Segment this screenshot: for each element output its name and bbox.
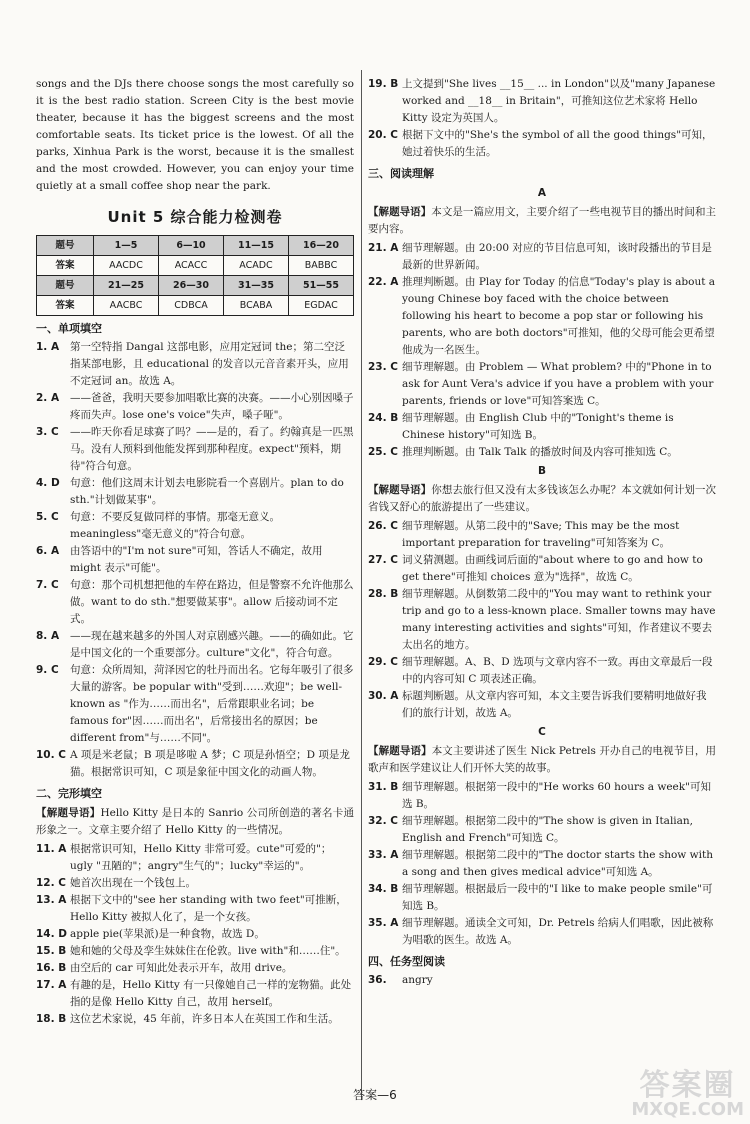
item-number: 25. C bbox=[368, 445, 398, 458]
item-number: 15. B bbox=[36, 944, 67, 957]
item-explanation: 上文提到"She lives __15__ ... in London"以及"many Japanese worked and __18__ in Britain"，可推知这位艺术家将 Hello Kitty 设定为英国人。 bbox=[402, 78, 716, 124]
item-number: 5. C bbox=[36, 511, 59, 524]
item-number: 31. B bbox=[368, 780, 399, 793]
item-explanation: 句意：那个司机想把他的车停在路边，但是警察不允许他那么做。want to do sth."想要做某事"。allow 后接动词不定式。 bbox=[70, 579, 354, 626]
unit-title: Unit 5 综合能力检测卷 bbox=[107, 208, 283, 226]
section-title: 二、完形填空 bbox=[36, 787, 102, 801]
item-explanation: ——爸爸，我明天要参加唱歌比赛的决赛。——小心别因嗓子疼而失声。lose one's voice"失声，嗓子哑"。 bbox=[70, 392, 354, 422]
item-number: 1. A bbox=[36, 341, 60, 354]
table-row: 答案 AACDC ACACC ACADC BABBC bbox=[37, 256, 354, 276]
item-number: 35. A bbox=[368, 916, 399, 929]
table-row: 题号 21—25 26—30 31—35 51—55 bbox=[37, 276, 354, 296]
item-explanation: ——现在越来越多的外国人对京剧感兴趣。——的确如此。它是中国文化的一个重要部分。culture"文化"，符合句意。 bbox=[70, 630, 354, 660]
list-item bbox=[36, 339, 354, 390]
item-number: 24. B bbox=[368, 411, 399, 424]
passage-letter: C bbox=[538, 725, 546, 738]
list-item bbox=[368, 76, 716, 127]
item-explanation: 根据下文中的"She's the symbol of all the good things"可知，她过着快乐的生活。 bbox=[402, 129, 713, 158]
list-item bbox=[36, 960, 354, 977]
item-number: 8. A bbox=[36, 630, 60, 643]
item-explanation: 由答语中的"I'm not sure"可知，答话人不确定，故用 might 表示"可能"。 bbox=[70, 545, 323, 575]
guide-paragraph: 【解题导语】本文主要讲述了医生 Nick Petrels 开办自己的电视节目，用歌声和医学建议让人们开怀大笑的故事。 bbox=[368, 744, 716, 774]
list-item bbox=[36, 509, 354, 543]
item-explanation: 句意：他们这周末计划去电影院看一个喜剧片。plan to do sth."计划做某事"。 bbox=[70, 477, 344, 507]
item-explanation: 细节理解题。从第二段中的"Save; This may be the most important preparation for traveling"可知答案为 C。 bbox=[402, 519, 680, 549]
list-item bbox=[368, 915, 716, 949]
item-number: 29. C bbox=[368, 655, 398, 668]
item-number: 23. C bbox=[368, 360, 398, 373]
item-explanation: 根据下文中的"see her standing with two feet"可推断，Hello Kitty 被拟人化了，是一个女孩。 bbox=[70, 893, 347, 923]
item-explanation: 细节理解题。由 Problem — What problem? 中的"Phone in to ask for Aunt Vera's advice if you have a problem with your parents, friends or love"可知答案选 C。 bbox=[402, 360, 714, 407]
item-explanation: 推理判断题。由 Play for Today 的信息"Today's play is about a young Chinese boy faced with the choice between following his heart to become a pop star or following his parents, who are both doctors"可推知，他的父母可能会更希望他成为一名医生。 bbox=[402, 275, 716, 356]
section-title: 四、任务型阅读 bbox=[368, 954, 445, 968]
item-number: 28. B bbox=[368, 587, 399, 600]
item-number: 10. C bbox=[36, 749, 66, 762]
list-item bbox=[368, 881, 716, 915]
cloze-list bbox=[36, 841, 354, 1028]
table-row: 题号 1—5 6—10 11—15 16—20 bbox=[37, 236, 354, 256]
answer-table bbox=[36, 235, 354, 316]
list-item bbox=[36, 747, 354, 781]
item-explanation: 有趣的是，Hello Kitty 有一只像她自己一样的宠物猫。此处指的是像 Hello Kitty 自己，故用 herself。 bbox=[70, 978, 352, 1008]
page-footer: 答案—6 bbox=[353, 1088, 397, 1102]
list-item bbox=[36, 1011, 354, 1028]
list-item bbox=[368, 444, 716, 461]
item-number: 18. B bbox=[36, 1012, 67, 1025]
list-item bbox=[368, 359, 716, 410]
list-item bbox=[36, 543, 354, 577]
list-item bbox=[368, 274, 716, 359]
guide-paragraph: 【解题导语】Hello Kitty 是日本的 Sanrio 公司所创造的著名卡通形象之一。文章主要介绍了 Hello Kitty 的一些情况。 bbox=[36, 806, 354, 836]
item-explanation: 她和她的父母及孪生妹妹住在伦敦。live with"和……住"。 bbox=[70, 944, 346, 957]
reading-b-list bbox=[368, 518, 716, 722]
item-number: 7. C bbox=[36, 579, 59, 592]
item-number: 32. C bbox=[368, 814, 398, 827]
list-item bbox=[36, 875, 354, 892]
list-item bbox=[368, 586, 716, 654]
item-number: 2. A bbox=[36, 392, 60, 405]
item-explanation: 句意：众所周知，菏泽因它的牡丹而出名。它每年吸引了很多大量的游客。be popular with"受到……欢迎"；be well-known as "作为……而出名"，后常跟职业名词；be famous for"因……而出名"，后常接出名的原因；be different from"与……不同"。 bbox=[70, 664, 354, 745]
intro-paragraph: songs and the DJs there choose songs the most carefully so it is the best radio station. Screen City is the best movie theater, because it has the biggest screens and the most comfortable seats. Its ticket price is the lowest. Of all the parks, Xinhua Park is the worst, because it is the smallest and the most crowded. However, you can enjoy your time quietly at a small coffee shop near the park. bbox=[36, 78, 354, 192]
item-number: 13. A bbox=[36, 893, 67, 906]
column-divider bbox=[361, 70, 362, 1100]
item-explanation: 词义猜测题。由画线词后面的"about where to go and how to get there"可推知 choices 意为"选择"，故选 C。 bbox=[402, 553, 703, 583]
item-explanation: 细节理解题。由 20:00 对应的节目信息可知，该时段播出的节目是最新的世界新闻。 bbox=[402, 241, 712, 271]
item-number: 6. A bbox=[36, 545, 60, 558]
passage-letter: B bbox=[537, 464, 546, 477]
item-number: 14. D bbox=[36, 927, 67, 940]
item-number: 19. B bbox=[368, 78, 399, 90]
item-explanation: 根据常识可知，Hello Kitty 非常可爱。cute"可爱的"；ugly "丑陋的"；angry"生气的"；lucky"幸运的"。 bbox=[70, 842, 332, 872]
single-choice-list bbox=[36, 339, 354, 781]
list-item bbox=[36, 943, 354, 960]
list-item bbox=[36, 892, 354, 926]
item-explanation: 细节理解题。A、B、D 选项与文章内容不一致。再由文章最后一段中的内容可知 C 项表述正确。 bbox=[402, 655, 713, 685]
list-item bbox=[36, 577, 354, 628]
list-item bbox=[36, 841, 354, 875]
list-item bbox=[368, 813, 716, 847]
item-explanation: 标题判断题。从文章内容可知，本文主要告诉我们要精明地做好我们的旅行计划，故选 A。 bbox=[402, 689, 707, 719]
cloze-list-continued bbox=[368, 76, 716, 161]
table-row: 答案 AACBC CDBCA BCABA EGDAC bbox=[37, 296, 354, 316]
watermark-logo: 答案圈 MXQE.COM bbox=[631, 1067, 744, 1121]
list-item bbox=[368, 410, 716, 444]
item-number: 21. A bbox=[368, 241, 399, 254]
item-number: 9. C bbox=[36, 664, 59, 677]
list-item bbox=[36, 628, 354, 662]
item-number: 26. C bbox=[368, 519, 398, 532]
list-item bbox=[36, 977, 354, 1011]
item-explanation: 这位艺术家说，45 年前，许多日本人在英国工作和生活。 bbox=[70, 1012, 339, 1025]
item-number: 20. C bbox=[368, 129, 398, 141]
item-explanation: 她首次出现在一个钱包上。 bbox=[70, 876, 196, 889]
list-item bbox=[368, 688, 716, 722]
guide-paragraph: 【解题导语】本文是一篇应用文，主要介绍了一些电视节目的播出时间和主要内容。 bbox=[368, 205, 716, 235]
list-item bbox=[36, 926, 354, 943]
item-number: 27. C bbox=[368, 553, 398, 566]
list-item bbox=[36, 390, 354, 424]
item-explanation: 推理判断题。由 Talk Talk 的播放时间及内容可推知选 C。 bbox=[402, 445, 678, 458]
item-number: 16. B bbox=[36, 961, 67, 974]
guide-paragraph: 【解题导语】你想去旅行但又没有太多钱该怎么办呢？本文就如何计划一次省钱又舒心的旅游提出了一些建议。 bbox=[368, 483, 716, 513]
list-item bbox=[36, 662, 354, 747]
list-item bbox=[368, 552, 716, 586]
item-number: 17. A bbox=[36, 978, 67, 991]
item-explanation: 细节理解题。通读全文可知，Dr. Petrels 给病人们唱歌，因此被称为唱歌的医生。故选 A。 bbox=[402, 916, 714, 946]
list-item bbox=[36, 475, 354, 509]
item-explanation: 细节理解题。从倒数第二段中的"You may want to rethink your trip and go to a less-known place. Smaller towns may have many interesting activities and sights"可知，作者建议不要去太出名的地方。 bbox=[402, 587, 716, 651]
item-explanation: 细节理解题。根据第二段中的"The show is given in Italian, English and French"可知选 C。 bbox=[402, 814, 694, 844]
item-explanation: 句意：不要反复做同样的事情。那毫无意义。meaningless"毫无意义的"符合句意。 bbox=[70, 511, 280, 541]
reading-c-list bbox=[368, 779, 716, 949]
item-number: 11. A bbox=[36, 842, 67, 855]
reading-a-list bbox=[368, 240, 716, 461]
passage-letter: A bbox=[537, 186, 547, 199]
item-explanation: ——昨天你看足球赛了吗？——是的，看了。约翰真是一匹黑马。没有人预料到他能发挥到那种程度。expect"预料，期待"符合句意。 bbox=[70, 426, 354, 473]
item-number: 22. A bbox=[368, 275, 399, 288]
item-explanation: 细节理解题。根据第一段中的"He works 60 hours a week"可知选 B。 bbox=[402, 780, 711, 810]
item-number: 3. C bbox=[36, 426, 59, 439]
item-explanation: 细节理解题。根据最后一段中的"I like to make people smile"可知选 B。 bbox=[402, 882, 713, 912]
section-title: 三、阅读理解 bbox=[368, 167, 434, 180]
item-number: 30. A bbox=[368, 689, 399, 702]
item-number: 33. A bbox=[368, 848, 399, 861]
item-explanation: 第一空特指 Dangal 这部电影，应用定冠词 the；第二空泛指某部电影，且 educational 的发音以元音音素开头，应用不定冠词 an。故选 A。 bbox=[70, 341, 349, 388]
list-item bbox=[368, 240, 716, 274]
item-number: 4. D bbox=[36, 477, 60, 490]
left-column bbox=[36, 76, 354, 1028]
item-number: 12. C bbox=[36, 876, 66, 889]
item-explanation: 由空后的 car 可知此处表示开车，故用 drive。 bbox=[70, 961, 293, 974]
list-item bbox=[368, 779, 716, 813]
list-item bbox=[368, 127, 716, 161]
list-item bbox=[36, 424, 354, 475]
list-item bbox=[368, 847, 716, 881]
list-item: 36. angry bbox=[368, 973, 433, 986]
item-explanation: apple pie(苹果派)是一种食物，故选 D。 bbox=[70, 927, 265, 940]
section-title: 一、单项填空 bbox=[36, 322, 102, 336]
item-explanation: 细节理解题。由 English Club 中的"Tonight's theme is Chinese history"可知选 B。 bbox=[402, 411, 674, 441]
right-column bbox=[368, 76, 716, 989]
item-number: 34. B bbox=[368, 882, 399, 895]
item-explanation: A 项是米老鼠；B 项是哆啦 A 梦；C 项是孙悟空；D 项是龙猫。根据常识可知，C 项是象征中国文化的动画人物。 bbox=[70, 749, 350, 779]
list-item bbox=[368, 518, 716, 552]
item-explanation: 细节理解题。根据第二段中的"The doctor starts the show with a song and then gives medical advice"可知选 A。 bbox=[402, 848, 713, 878]
list-item bbox=[368, 654, 716, 688]
